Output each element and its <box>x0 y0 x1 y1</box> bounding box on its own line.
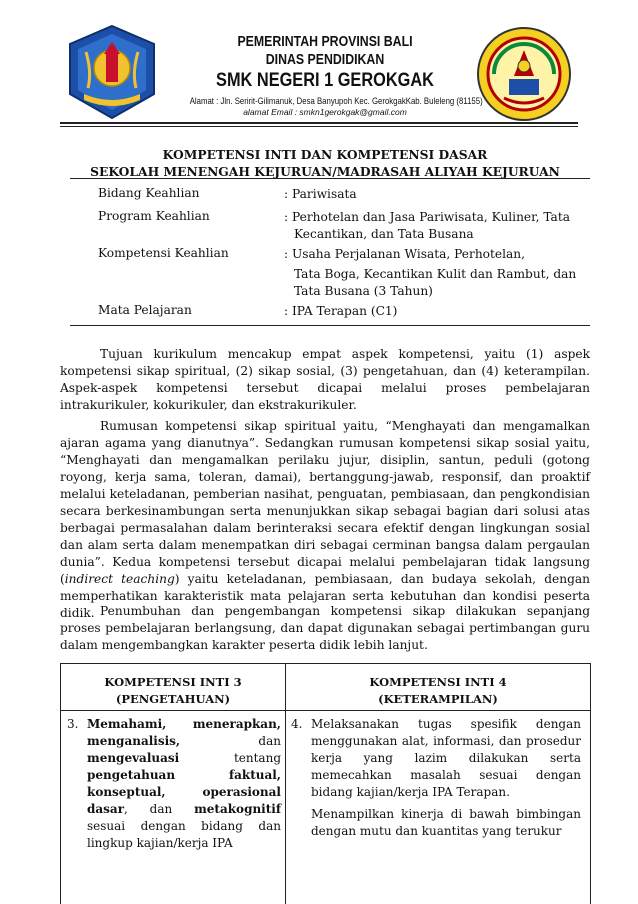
info-value: : IPA Terapan (C1) <box>284 304 398 318</box>
ki-column-divider <box>285 664 286 904</box>
letterhead-rule-thin <box>60 126 578 127</box>
school-name: SMK NEGERI 1 GEROKGAK <box>216 70 434 91</box>
ki3-text: Memahami, menerapkan, menganalisis, dan mengevaluasi tentang pengetahuan faktual, konseptual, operasional dasar, dan metakognitif sesuai dengan bidang dan lingkup kajian/kerja IPA <box>87 717 281 850</box>
info-value: : Pariwisata <box>284 187 357 201</box>
kompetensi-inti-table <box>60 663 591 904</box>
ki3-header: KOMPETENSI INTI 3 (PENGETAHUAN) <box>104 675 242 706</box>
paragraph-tujuan: Tujuan kurikulum mencakup empat aspek kompetensi, yaitu (1) aspek kompetensi sikap spiritual, (2) sikap sosial, (3) pengetahuan, dan (4) keterampilan. Aspek-aspek kompetensi tersebut dicapai melalui proses pembelajaran intrakurikuler, kokurikuler, dan ekstrakurikuler. <box>60 347 590 412</box>
school-email: alamat Email : smkn1gerokgak@gmail.com <box>243 107 407 117</box>
ki4-header: KOMPETENSI INTI 4 (KETERAMPILAN) <box>369 675 507 706</box>
info-label: Kompetensi Keahlian <box>98 246 229 260</box>
ki-table-header <box>61 664 590 711</box>
government-name: PEMERINTAH PROVINSI BALI <box>237 34 413 50</box>
school-address: Alamat : Jln. Seririt-Gilimanuk, Desa Banyupoh Kec. GerokgakKab. Buleleng (81155) <box>189 96 483 107</box>
department-name: DINAS PENDIDIKAN <box>265 52 385 68</box>
paragraph-penumbuhan: Penumbuhan dan pengembangan kompetensi sikap dilakukan sepanjang proses pembelajaran berlangsung, dan dapat digunakan sebagai pertimbangan guru dalam mengembangkan karakter peserta didik lebih lanjut. <box>60 604 590 652</box>
letterhead <box>0 0 638 140</box>
info-label: Bidang Keahlian <box>98 186 200 200</box>
smk-school-logo <box>474 24 574 124</box>
info-label: Program Keahlian <box>98 209 210 223</box>
info-label: Mata Pelajaran <box>98 303 192 317</box>
ki4-cell <box>291 716 581 845</box>
ki3-cell <box>67 716 281 857</box>
info-table <box>70 178 590 326</box>
document-title-line1: KOMPETENSI INTI DAN KOMPETENSI DASAR <box>162 147 488 162</box>
info-value: : Usaha Perjalanan Wisata, Perhotelan, Tata Boga, Kecantikan Kulit dan Rambut, dan Tata Busana (3 Tahun) <box>284 247 577 298</box>
ki4-number: 4. <box>291 717 303 731</box>
bali-province-logo <box>62 22 162 122</box>
paragraph-rumusan: Rumusan kompetensi sikap spiritual yaitu, “Menghayati dan mengamalkan ajaran agama yang dianutnya”. Sedangkan rumusan kompetensi sikap sosial yaitu, “Menghayati dan mengamalkan perilaku jujur, disiplin, santun, peduli (gotong royong, kerja sama, toleran, damai), bertanggung-jawab, responsif, dan proaktif melalui keteladanan, pemberian nasihat, penguatan, pembiasaan, dan pengkondisian secara berkesinambungan serta menunjukkan sikap sebagai bagian dari solusi atas berbagai permasalahan dalam berinteraksi secara efektif dengan lingkungan sosial dan alam serta dalam menempatkan diri sebagai cerminan bangsa dalam pergaulan dunia”. Kedua kompetensi tersebut dicapai melalui pembelajaran tidak langsung (indirect teaching) yaitu keteladanan, pembiasaan, dan budaya sekolah, dengan memperhatikan karakteristik mata pelajaran serta kebutuhan dan kondisi peserta didik. <box>60 419 590 620</box>
ki4-text: Melaksanakan tugas spesifik dengan menggunakan alat, informasi, dan prosedur kerja yang lazim dilakukan serta memecahkan masalah sesuai dengan bidang kajian/kerja IPA Terapan. Menampilkan kinerja di bawah bimbingan dengan mutu dan kuantitas yang terukur <box>311 717 581 838</box>
document-title-line2: SEKOLAH MENENGAH KEJURUAN/MADRASAH ALIYAH KEJURUAN <box>90 164 560 179</box>
letterhead-rule-thick <box>60 122 578 124</box>
ki3-number: 3. <box>67 717 79 731</box>
info-value: : Perhotelan dan Jasa Pariwisata, Kuliner, Tata Kecantikan, dan Tata Busana <box>284 210 570 241</box>
